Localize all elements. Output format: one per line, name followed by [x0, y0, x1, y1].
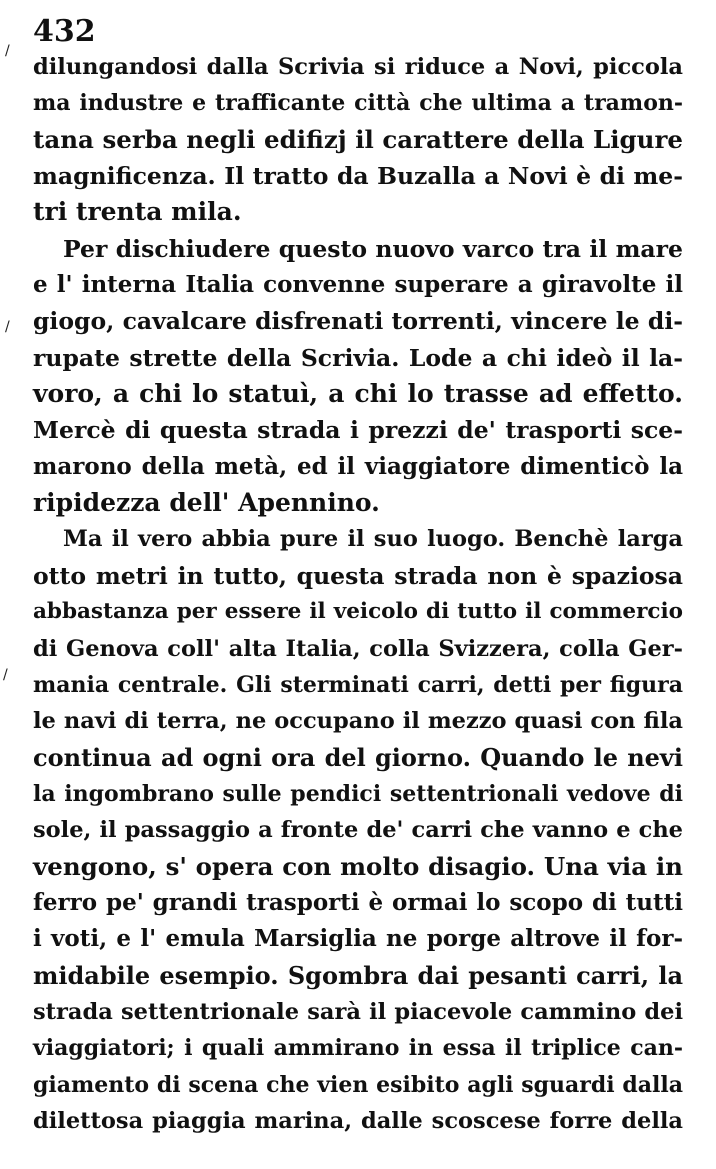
text-line: magnificenza. Il tratto da Buzalla a Novi è di me-	[33, 162, 683, 191]
text-line: Per dischiudere questo nuovo varco tra il mare	[63, 234, 683, 263]
body-text	[33, 49, 683, 1139]
text-line: mania centrale. Gli sterminati carri, detti per figura	[33, 671, 683, 698]
text-line: continua ad ogni ora del giorno. Quando le nevi	[33, 742, 683, 772]
text-line: marono della metà, ed il viaggiatore dimenticò la	[33, 452, 683, 480]
text-line: ferro pe' grandi trasporti è ormai lo scopo di tutti	[33, 888, 683, 916]
text-line: giamento di scena che vien esibito agli sguardi dalla	[33, 1071, 683, 1098]
margin-mark: /	[3, 667, 8, 683]
text-line: ma industre e trafficante città che ultima a tramon-	[33, 90, 683, 117]
text-line: i voti, e l' emula Marsiglia ne porge altrove il for-	[33, 925, 683, 953]
text-line: voro, a chi lo statuì, a chi lo trasse ad effetto.	[33, 379, 683, 409]
text-line: giogo, cavalcare disfrenati torrenti, vincere le di-	[33, 307, 683, 336]
text-line: la ingombrano sulle pendici settentrionali vedove di	[33, 780, 683, 807]
text-line: tana serba negli edifizj il carattere della Ligure	[33, 124, 683, 154]
margin-mark: /	[5, 319, 10, 335]
text-line: ripidezza dell' Apennino.	[33, 488, 380, 518]
text-line: le navi di terra, ne occupano il mezzo quasi con fila	[33, 708, 683, 735]
text-line: sole, il passaggio a fronte de' carri che vanno e che	[33, 817, 683, 844]
text-line: strada settentrionale sarà il piacevole cammino dei	[33, 998, 683, 1025]
text-line: tri trenta mila.	[33, 197, 242, 227]
text-line: rupate strette della Scrivia. Lode a chi ideò il la-	[33, 343, 683, 372]
text-line: dilungandosi dalla Scrivia si riduce a Novi, piccola	[33, 54, 683, 80]
text-line: Mercè di questa strada i prezzi de' trasporti sce-	[33, 416, 683, 445]
text-line: vengono, s' opera con molto disagio. Una via in	[33, 851, 683, 881]
text-line: viaggiatori; i quali ammirano in essa il triplice can-	[33, 1035, 683, 1062]
margin-mark: /	[5, 43, 10, 59]
text-line: otto metri in tutto, questa strada non è spaziosa	[33, 561, 683, 590]
page-number: 432	[33, 14, 96, 49]
text-line: Ma il vero abbia pure il suo luogo. Benchè larga	[63, 526, 683, 553]
text-line: di Genova coll' alta Italia, colla Svizzera, colla Ger-	[33, 635, 683, 662]
text-line: dilettosa piaggia marina, dalle scoscese forre della	[33, 1107, 683, 1134]
text-line: e l' interna Italia convenne superare a giravolte il	[33, 271, 683, 299]
text-line: abbastanza per essere il veicolo di tutto il commercio	[33, 599, 683, 625]
text-line: midabile esempio. Sgombra dai pesanti carri, la	[33, 960, 683, 990]
